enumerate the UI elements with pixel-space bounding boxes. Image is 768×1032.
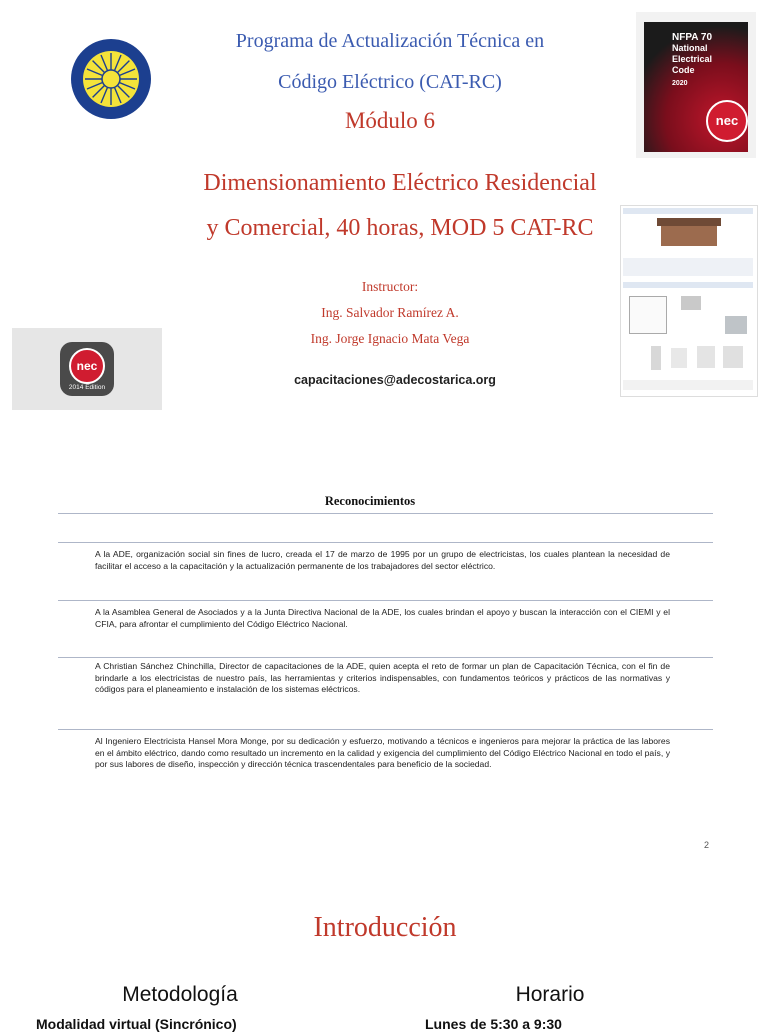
instructor-label: Instructor: bbox=[361, 279, 419, 294]
divider bbox=[58, 600, 713, 601]
methodology-heading: Metodología bbox=[122, 983, 238, 1006]
ade-logo bbox=[70, 38, 152, 120]
nec-book-image bbox=[636, 12, 756, 158]
divider bbox=[58, 513, 713, 514]
program-title-line2: Código Eléctrico (CAT-RC) bbox=[278, 71, 502, 93]
program-title-line1: Programa de Actualización Técnica en bbox=[235, 30, 545, 52]
module-title: Módulo 6 bbox=[344, 108, 436, 133]
page-number: 2 bbox=[704, 840, 710, 850]
book-title-line2: National Electrical Code bbox=[672, 43, 713, 75]
recognition-item-4: Al Ingeniero Electricista Hansel Mora Monge, por su dedicación y esfuerzo, motivando a técnicos e ingenieros para mejorar la práctica de las labores en el ámbito eléctrico, dando como resultado un incremento en la calidad y exigencia del cumplimiento del Código Eléctrico Nacional en todo el país, y por sus labores de diseño, inspección y dirección técnica trascendentales para beneficio de la sociedad. bbox=[95, 736, 670, 769]
course-subtitle-line1: Dimensionamiento Eléctrico Residencial bbox=[203, 170, 597, 196]
contact-email: capacitaciones@adecostarica.org bbox=[294, 373, 496, 387]
book-year: 2020 bbox=[672, 80, 688, 87]
recognition-item-3: A Christian Sánchez Chinchilla, Director de capacitaciones de la ADE, quien acepta el reto de formar un plan de Capacitación Técnica, con el fin de brindarle a los electricistas de nuestro país, las herramientas y criterios indispensables, con fundamentos teóricos y prácticos de las normativas y códigos para el planeamiento e instalación de los sistemas eléctricos. bbox=[95, 661, 670, 694]
book-nec-badge: nec bbox=[706, 100, 748, 142]
load-calculation-figure bbox=[620, 205, 758, 397]
nec-app-icon-image bbox=[12, 328, 162, 410]
schedule-heading: Horario bbox=[515, 983, 585, 1006]
recognition-item-1: A la ADE, organización social sin fines de lucro, creada el 17 de marzo de 1995 por un grupo de electricistas, los cuales plantean la necesidad de facilitar el acceso a la capacitación y la actualización permanente de los trabajadores del sector eléctrico. bbox=[95, 549, 670, 571]
course-subtitle-line2: y Comercial, 40 horas, MOD 5 CAT-RC bbox=[206, 215, 594, 241]
instructor-name-2: Ing. Jorge Ignacio Mata Vega bbox=[310, 331, 470, 346]
recognitions-title: Reconocimientos bbox=[324, 494, 416, 508]
app-nec-badge: nec bbox=[69, 348, 105, 384]
book-title-line1: NFPA 70 bbox=[672, 32, 713, 43]
schedule-text: Lunes de 5:30 a 9:30 bbox=[425, 1016, 562, 1032]
instructor-name-1: Ing. Salvador Ramírez A. bbox=[321, 305, 459, 320]
methodology-text: Modalidad virtual (Sincrónico) bbox=[36, 1016, 237, 1032]
recognition-item-2: A la Asamblea General de Asociados y a la Junta Directiva Nacional de la ADE, los cuales brindan el apoyo y buscan la interacción con el CIEMI y el CFIA, para afrontar el cumplimiento del Código Eléctrico Nacional. bbox=[95, 607, 670, 629]
divider bbox=[58, 657, 713, 658]
app-edition-label: 2014 Edition bbox=[68, 384, 106, 391]
intro-title: Introducción bbox=[313, 912, 457, 943]
divider bbox=[58, 542, 713, 543]
divider bbox=[58, 729, 713, 730]
